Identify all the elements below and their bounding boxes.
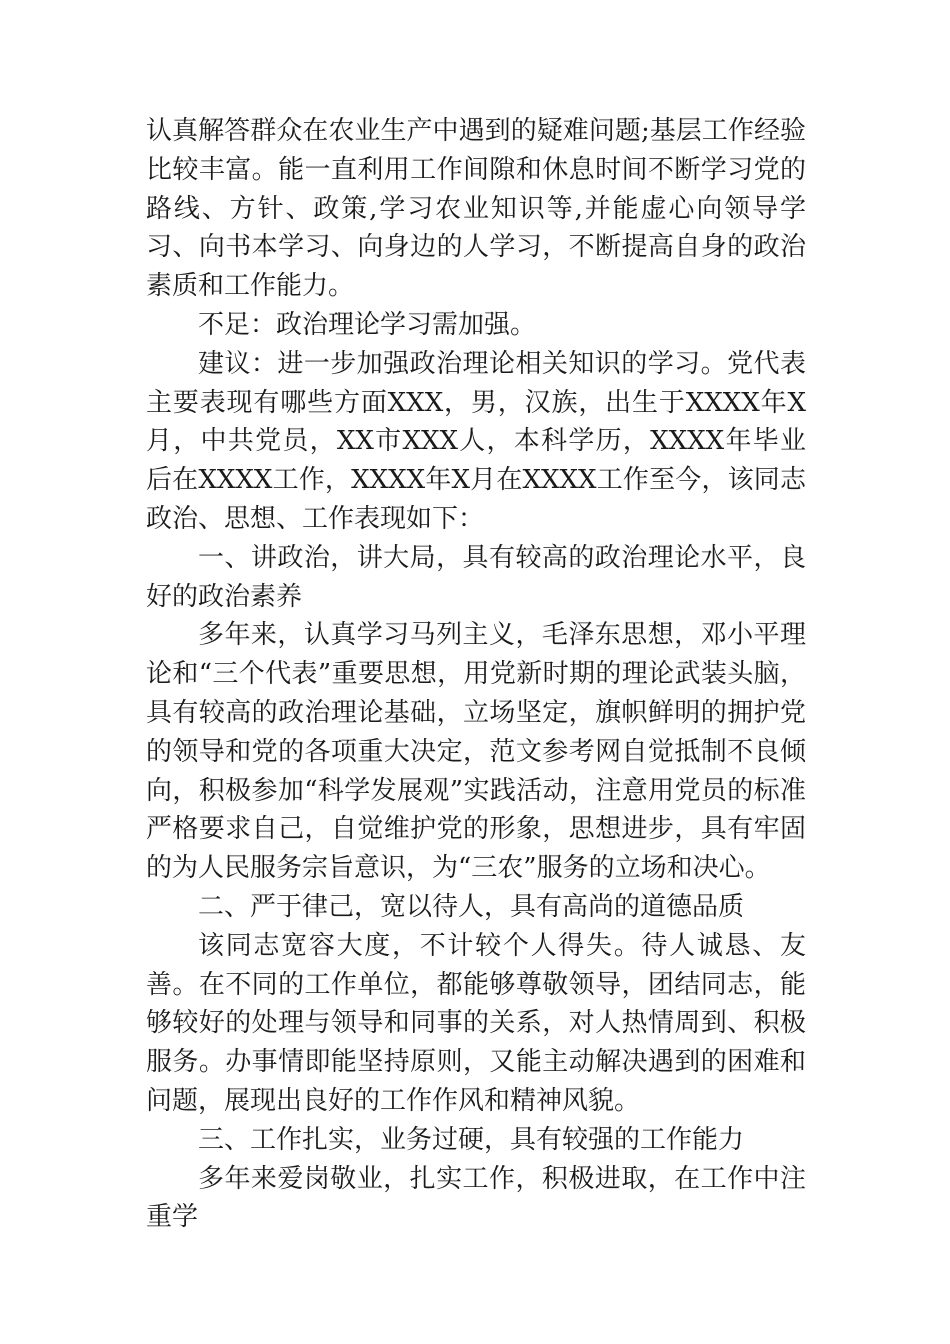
document-body (146, 112, 806, 1237)
paragraph-morality: 该同志宽容大度，不计较个人得失。待人诚恳、友善。在不同的工作单位，都能够尊敬领导，团结同志，能够较好的处理与领导和同事的关系，对人热情周到、积极服务。办事情即能坚持原则，又能主动解决遇到的困难和问题，展现出良好的工作作风和精神风貌。 (146, 930, 806, 1116)
paragraph-politics: 多年来，认真学习马列主义，毛泽东思想，邓小平理论和“三个代表”重要思想，用党新时期的理论武装头脑，具有较高的政治理论基础，立场坚定，旗帜鲜明的拥护党的领导和党的各项重大决定，范文参考网自觉抵制不良倾向，积极参加“科学发展观”实践活动，注意用党员的标准严格要求自己，自觉维护党的形象，思想进步，具有牢固的为人民服务宗旨意识，为“三农”服务的立场和决心。 (146, 620, 806, 884)
section-heading-work-ability: 三、工作扎实，业务过硬，具有较强的工作能力 (198, 1124, 745, 1155)
paragraph-suggestion-and-profile: 建议：进一步加强政治理论相关知识的学习。党代表主要表现有哪些方面XXX，男，汉族，出生于XXXX年X月，中共党员，XX市XXX人，本科学历，XXXX年毕业后在XXXX工作，XXXX年X月在XXXX工作至今，该同志政治、思想、工作表现如下： (146, 348, 806, 534)
section-heading-politics: 一、讲政治，讲大局，具有较高的政治理论水平，良好的政治素养 (146, 542, 806, 612)
paragraph-work-ability: 多年来爱岗敬业，扎实工作，积极进取，在工作中注重学 (146, 1163, 806, 1233)
paragraph-continued-text: 认真解答群众在农业生产中遇到的疑难问题;基层工作经验比较丰富。能一直利用工作间隙和休息时间不断学习党的路线、方针、政策,学习农业知识等,并能虚心向领导学习、向书本学习、向身边的人学习，不断提高自身的政治素质和工作能力。 (146, 116, 806, 302)
paragraph-shortcoming: 不足：政治理论学习需加强。 (198, 309, 537, 340)
section-heading-morality: 二、严于律己，宽以待人，具有高尚的道德品质 (198, 891, 745, 922)
